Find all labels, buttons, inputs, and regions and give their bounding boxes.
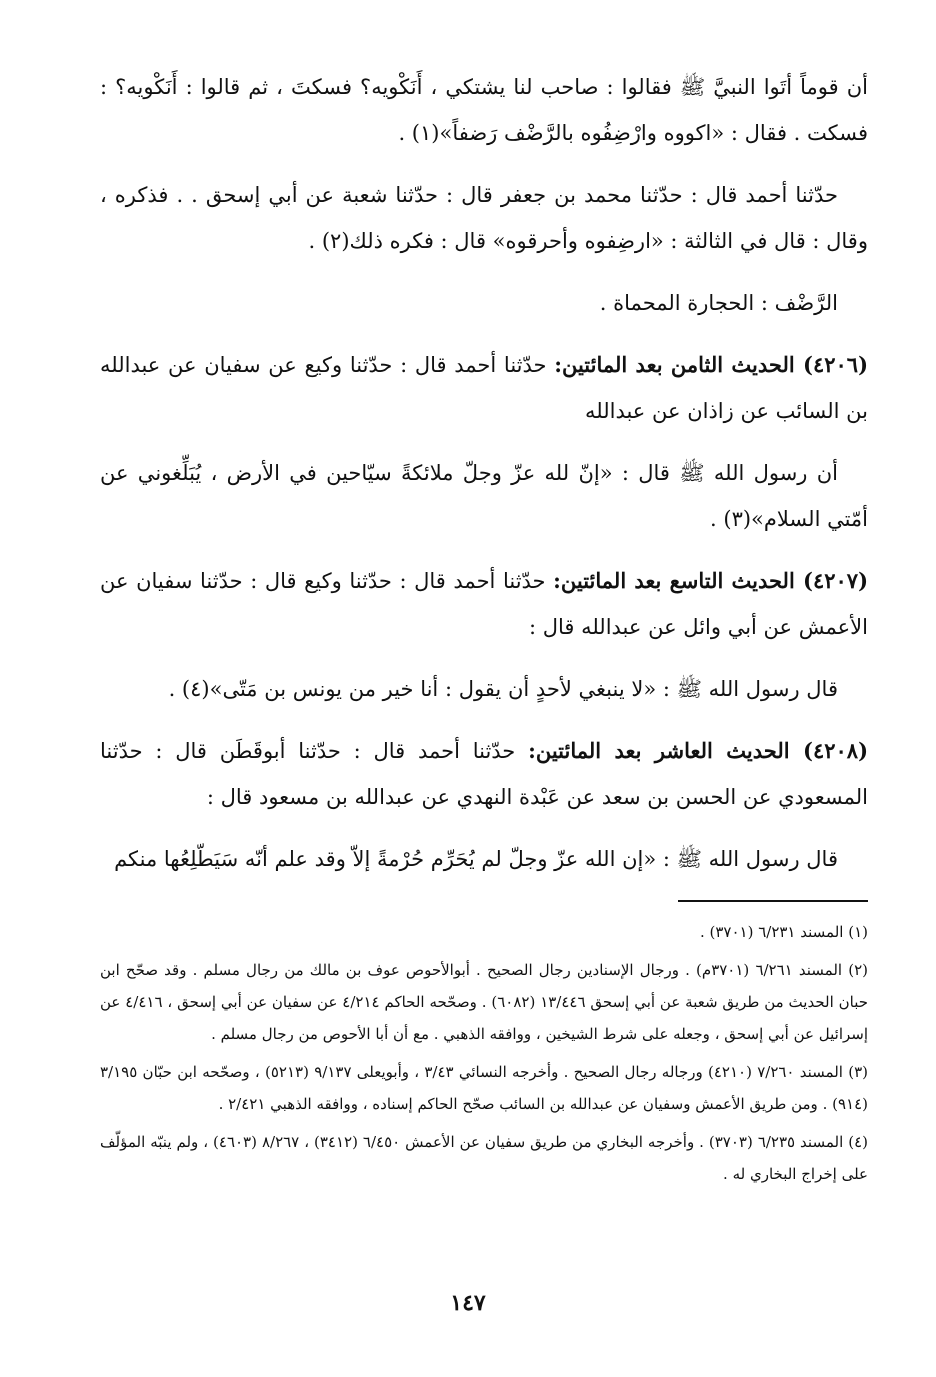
hadith-4208: [100, 728, 868, 820]
hadith-4207: [100, 558, 868, 650]
hadith-4207-text: حدّثنا أحمد قال : حدّثنا وكيع قال : حدّثنا سفيان عن الأعمش عن أبي وائل عن عبدالله قال :: [100, 569, 868, 639]
hadith-4207-title: (٤٢٠٧) الحديث التاسع بعد المائتين:: [553, 568, 868, 593]
hadith-4206: [100, 342, 868, 434]
page-number: ١٤٧: [450, 1290, 486, 1316]
book-page: [100, 64, 868, 1196]
paragraph-1: أن قوماً أتَوا النبيَّ ﷺ فقالوا : صاحب لنا يشتكي ، أَنَكْويه؟ فسكتَ ، ثم قالوا : أَنَكْويه؟ : فسكت . فقال : «اكووه وارْضِفُوه بالرَّضْف رَضفاً»(١) .: [100, 75, 868, 145]
main-text: [100, 64, 868, 882]
paragraph-9: قال رسول الله ﷺ : «إن الله عزّ وجلّ لم يُحَرِّم حُرْمةً إلاّ وقد علم أنّه سَيَطّلِعُها منكم: [114, 847, 838, 871]
footnote-divider: [678, 900, 868, 902]
hadith-4206-text: حدّثنا أحمد قال : حدّثنا وكيع عن سفيان عن عبدالله بن السائب عن زاذان عن عبدالله: [100, 353, 868, 423]
hadith-4206-title: (٤٢٠٦) الحديث الثامن بعد المائتين:: [554, 352, 869, 377]
footnote-4: (٤) المسند ٦/٢٣٥ (٣٧٠٣) . وأخرجه البخاري من طريق سفيان عن الأعمش ٦/٤٥٠ (٣٤١٢) ، ٨/٢٦٧ (٤٦٠٣) ، ولم ينبّه المؤلّف على إخراج البخاري له .: [100, 1133, 868, 1183]
paragraph-3: الرَّضْف : الحجارة المحماة .: [599, 291, 838, 315]
footnote-2: (٢) المسند ٦/٢٦١ (٣٧٠١م) . ورجال الإسنادين رجال الصحيح . أبوالأحوص عوف بن مالك من رجال مسلم . وقد صحّح ابن حبان الحديث من طريق شعبة عن أبي إسحق ١٣/٤٤٦ (٦٠٨٢) . وصحّحه الحاكم ٤/٢١٤ عن سفيان عن أبي إسحق ، ٤/٤١٦ عن إسرائيل عن أبي إسحق ، وجعله على شرط الشيخين ، ووافقه الذهبي . مع أن أبا الأحوص من رجال مسلم .: [100, 961, 868, 1043]
paragraph-5: أن رسول الله ﷺ قال : «إنّ لله عزّ وجلّ ملائكةً سيّاحين في الأرض ، يُبَلِّغوني عن أمّتي السلام»(٣) .: [100, 461, 868, 531]
paragraph-7: قال رسول الله ﷺ : «لا ينبغي لأحدٍ أن يقول : أنا خير من يونس بن مَتّى»(٤) .: [168, 677, 838, 701]
hadith-4208-text: حدّثنا أحمد قال : حدّثنا أبوقَطَن قال : حدّثنا المسعودي عن الحسن بن سعد عن عَبْدة النهدي عن عبدالله بن مسعود قال :: [100, 739, 868, 809]
footnote-1: (١) المسند ٦/٢٣١ (٣٧٠١) .: [699, 923, 868, 941]
footnotes: [100, 916, 868, 1190]
paragraph-2: حدّثنا أحمد قال : حدّثنا محمد بن جعفر قال : حدّثنا شعبة عن أبي إسحق . . فذكره ، وقال : قال في الثالثة : «ارضِفوه وأحرقوه» قال : فكره ذلك(٢) .: [100, 183, 868, 253]
footnote-3: (٣) المسند ٧/٢٦٠ (٤٢١٠) ورجاله رجال الصحيح . وأخرجه النسائي ٣/٤٣ ، وأبويعلى ٩/١٣٧ (٥٢١٣) ، وصحّحه ابن حبّان ٣/١٩٥ (٩١٤) . ومن طريق الأعمش وسفيان عن عبدالله بن السائب صحّح الحاكم إسناده ، ووافقه الذهبي ٢/٤٢١ .: [100, 1063, 868, 1113]
hadith-4208-title: (٤٢٠٨) الحديث العاشر بعد المائتين:: [528, 738, 868, 763]
